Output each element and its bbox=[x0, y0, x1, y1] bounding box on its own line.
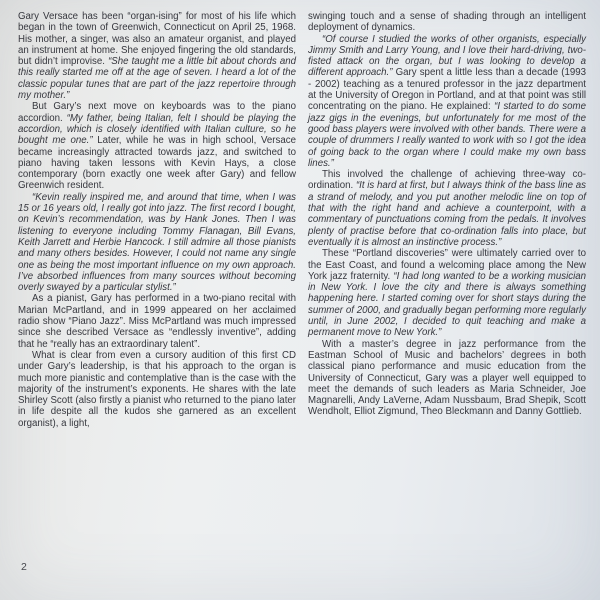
body-text: But Gary’s next move on keyboards was to the piano accordion. bbox=[18, 101, 296, 124]
left-column bbox=[18, 11, 296, 429]
quote-text: “It is hard at first, but I always think of the bass line as a strand of melody, and you put another melodic line on top of that with the right hand and achieve a counterpoint, with a commentary of punctuations coming from the pedals. It involves plenty of practise before that co-ordination falls into place, but eventually it is almost an instinctive process.” bbox=[308, 180, 586, 248]
paragraph bbox=[18, 350, 296, 429]
page-number: 2 bbox=[21, 561, 27, 573]
text-columns bbox=[18, 11, 586, 429]
paragraph bbox=[18, 192, 296, 294]
body-text: swinging touch and a sense of shading through an intelligent deployment of dynamics. bbox=[308, 11, 586, 34]
body-text: What is clear from even a cursory audition of this first CD under Gary’s leadership, is that his approach to the organ is much more pianistic and contemplative than is the case with the majority of the instrument’s exponents. He shares with the late Shirley Scott (also firstly a pianist who returned to the piano later in life despite all the kudos she garnered as an excellent organist), a light, bbox=[18, 349, 296, 429]
right-column bbox=[308, 11, 586, 429]
quote-text: “She taught me a little bit about chords and this really started me off at the age of seven. I heard a lot of the classic popular tunes that are part of the jazz repertoire through my mother.” bbox=[18, 56, 297, 102]
body-text: These “Portland discoveries” were ultimately carried over to the East Coast, and found a welcoming place among the New York jazz fraternity. bbox=[308, 248, 586, 282]
body-text: Later, while he was in high school, Versace became increasingly attracted towards jazz, and switched to piano having taken lessons with Kevin Hays, a close contemporary (born exactly one week after Gary) and fellow Greenwich resident. bbox=[18, 135, 296, 192]
paragraph bbox=[308, 11, 586, 34]
quote-text: “My father, being Italian, felt I should be playing the accordion, which is closely identified with Italian culture, so he bought me one.” bbox=[18, 112, 297, 147]
body-text: This involved the challenge of achieving three-way co-ordination. bbox=[308, 169, 586, 192]
paragraph bbox=[18, 101, 296, 191]
paragraph bbox=[18, 11, 296, 101]
paragraph bbox=[308, 339, 586, 418]
body-text: Gary spent a little less than a decade (1993 - 2002) teaching as a tenured professor in the jazz department at the University of Oregon in Portland, and at that point was still concentrating on the piano. He explained: bbox=[308, 67, 586, 113]
body-text: As a pianist, Gary has performed in a two-piano recital with Marian McPartland, and in 1999 appeared on her acclaimed radio show “Piano Jazz”. Miss McPartland was much impressed since she described Versace as “endlessly inventive”, adding that he “really has an extraordinary talent”. bbox=[18, 293, 296, 350]
quote-text: “Of course I studied the works of other organists, especially Jimmy Smith and Larry Young, and I love their hard-driving, two-fisted attack on the organ, but I was looking to develop a different approach.” bbox=[308, 33, 586, 79]
quote-text: “I had long wanted to be a working musician in New York. I love the city and there is always something happening here. I started coming over for short stays during the summer of 2000, and gradually began performing more regularly until, in June 2002, I decided to quit teaching and make a permanent move to New York.” bbox=[308, 270, 586, 339]
paragraph bbox=[308, 248, 586, 338]
quote-text: “Kevin really inspired me, and around that time, when I was 15 or 16 years old, I really got into jazz. The first record I bought, on Kevin’s recommendation, was by Hank Jones. Then I was listening to everyone including Tommy Flanagan, Bill Evans, Keith Jarrett and Herbie Hancock. I still admire all those pianists and many others besides. However, I could not name any single one as being the most important influence on my own approach. I’ve absorbed influences from many sources without becoming overly swayed by a particular stylist.” bbox=[18, 191, 296, 294]
paragraph bbox=[308, 169, 586, 248]
paragraph bbox=[18, 293, 296, 349]
body-text: Gary Versace has been “organ-ising” for most of his life which began in the town of Greenwich, Connecticut on April 25, 1968. His mother, a singer, was also an amateur organist, and played an instrument at home. She enjoyed fingering the old standards, but didn’t improvise. bbox=[18, 11, 296, 68]
quote-text: “I started to do some jazz gigs in the evenings, but unfortunately for me most of the good bass players were involved with other bands. There were a couple of drummers I really wanted to work with so I got the idea of going back to the organ where I could make my own bass lines.” bbox=[308, 101, 586, 169]
body-text: With a master’s degree in jazz performance from the Eastman School of Music and bachelors’ degrees in both classical piano performance and music education from the University of Connecticut, Gary was a player well equipped to meet the demands of such leaders as Maria Schneider, Joe Magnarelli, Andy LaVerne, Adam Nussbaum, Brad Shepik, Scott Wendholt, Elliot Zigmund, Theo Bleckmann and Danny Gottlieb. bbox=[308, 338, 586, 418]
paragraph bbox=[308, 34, 586, 170]
